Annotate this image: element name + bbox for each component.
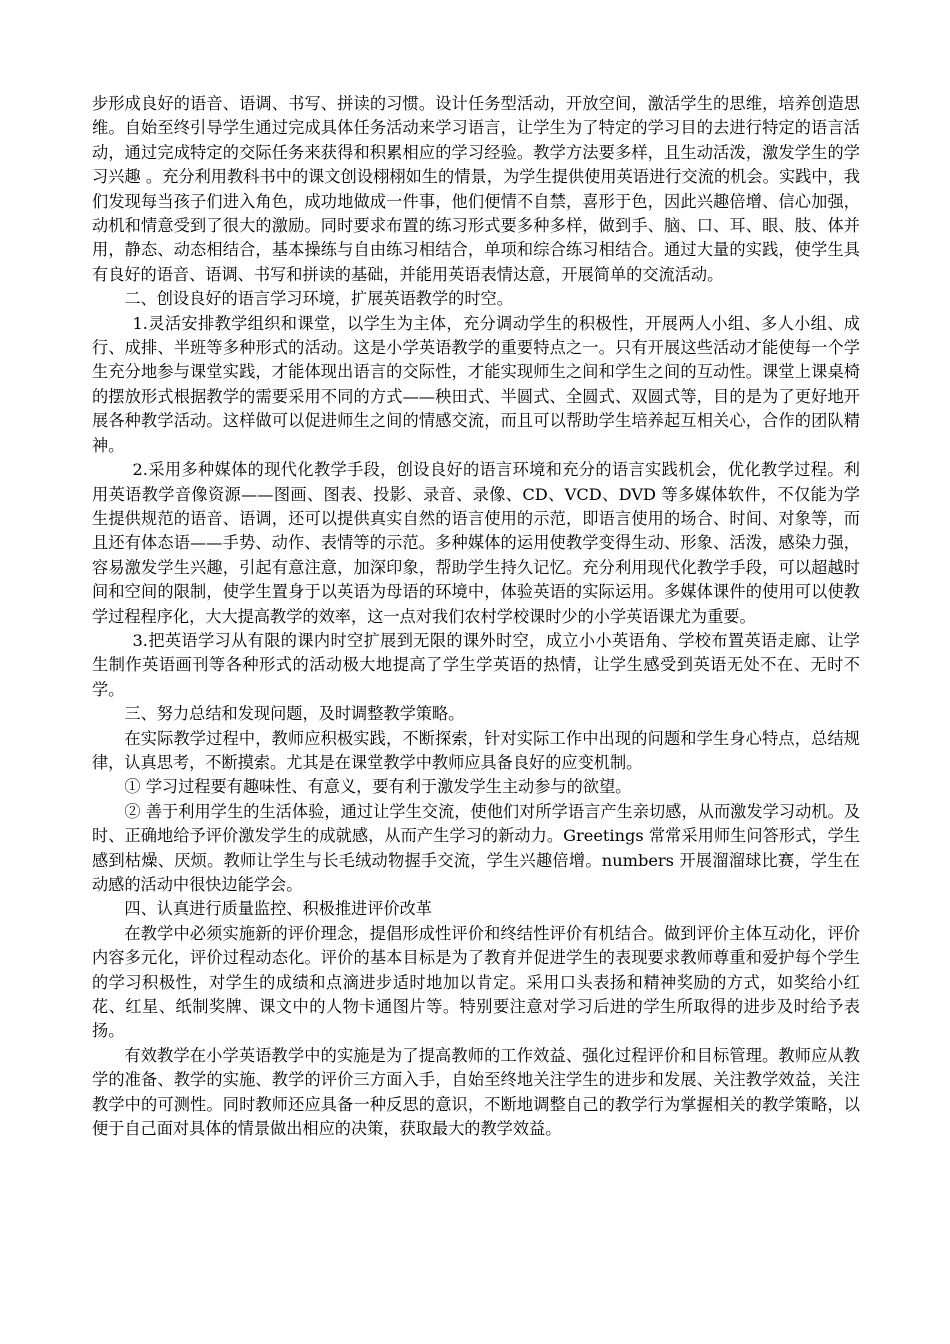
paragraph-conclusion: 有效教学在小学英语教学中的实施是为了提高教师的工作效益、强化过程评价和目标管理。教师应从教学的准备、教学的实施、教学的评价三方面入手，自始至终地关注学生的进步和发展、关注教学效益，关注教学中的可测性。同时教师还应具备一种反思的意识，不断地调整自己的教学行为掌握相关的教学策略，以便于自己面对具体的情景做出相应的决策，获取最大的教学效益。 [92,1045,860,1139]
paragraph-evaluation: 在教学中必须实施新的评价理念，提倡形成性评价和终结性评价有机结合。做到评价主体互动化，评价内容多元化，评价过程动态化。评价的基本目标是为了教育并促进学生的表现要求教师尊重和爱护每个学生的学习积极性，对学生的成绩和点滴进步适时地加以肯定。采用口头表扬和精神奖励的方式，如奖给小红花、红星、纸制奖牌、课文中的人物卡通图片等。特别要注意对学习后进的学生所取得的进步及时给予表扬。 [92,923,860,1041]
document-page [92,92,860,1141]
paragraph-item-3: 3.把英语学习从有限的课内时空扩展到无限的课外时空，成立小小英语角、学校布置英语走廊、让学生制作英语画刊等各种形式的活动极大地提高了学生学英语的热情，让学生感受到英语无处不在、无时不学。 [92,630,860,699]
section-heading-3: 三、努力总结和发现问题，及时调整教学策略。 [124,704,465,724]
paragraph-item-1: 1.灵活安排教学组织和课堂，以学生为主体，充分调动学生的积极性，开展两人小组、多人小组、成行、成排、半班等多种形式的活动。这是小学英语教学的重要特点之一。只有开展这些活动才能使每一个学生充分地参与课堂实践，才能体现出语言的交际性，才能实现师生之间和学生之间的互动性。课堂上课桌椅的摆放形式根据教学的需要采用不同的方式——秧田式、半圆式、全圆式、双圆式等，目的是为了更好地开展各种教学活动。这样做可以促进师生之间的情感交流，而且可以帮助学生培养起互相关心，合作的团队精神。 [92,313,860,455]
section-heading-4: 四、认真进行质量监控、积极推进评价改革 [124,899,432,919]
section-heading-2: 二、创设良好的语言学习环境，扩展英语教学的时空。 [124,289,513,309]
paragraph-point-1: ① 学习过程要有趣味性、有意义，要有利于激发学生主动参与的欲望。 [124,777,632,797]
paragraph-practice: 在实际教学过程中，教师应积极实践，不断探索，针对实际工作中出现的问题和学生身心特点，总结规律，认真思考，不断摸索。尤其是在课堂教学中教师应具备良好的应变机制。 [92,728,860,772]
paragraph-point-2: ② 善于利用学生的生活体验，通过让学生交流，使他们对所学语言产生亲切感，从而激发学习动机。及时、正确地给予评价激发学生的成就感，从而产生学习的新动力。Greetings 常常采用师生问答形式，学生感到枯燥、厌烦。教师让学生与长毛绒动物握手交流，学生兴趣倍增。numbers 开展溜溜球比赛，学生在动感的活动中很快边能学会。 [92,801,860,894]
paragraph-item-2: 2.采用多种媒体的现代化教学手段，创设良好的语言环境和充分的语言实践机会，优化教学过程。利用英语教学音像资源——图画、图表、投影、录音、录像、CD、VCD、DVD 等多媒体软件，不仅能为学生提供规范的语音、语调，还可以提供真实自然的语言使用的示范，即语言使用的场合、时间、对象等，而且还有体态语——手势、动作、表情等的示范。多种媒体的运用使教学变得生动、形象、活泼，感染力强，容易激发学生兴趣，引起有意注意，加深印象，帮助学生持久记忆。充分利用现代化教学手段，可以超越时间和空间的限制，使学生置身于以英语为母语的环境中，体验英语的实际运用。多媒体课件的使用可以使教学过程程序化，大大提高教学的效率，这一点对我们农村学校课时少的小学英语课尤为重要。 [92,460,860,626]
paragraph-continuation: 步形成良好的语音、语调、书写、拼读的习惯。设计任务型活动，开放空间，激活学生的思维，培养创造思维。自始至终引导学生通过完成具体任务活动来学习语言，让学生为了特定的学习目的去进行特定的语言活动，通过完成特定的交际任务来获得和积累相应的学习经验。教学方法要多样，且生动活泼，激发学生的学习兴趣 。充分利用教科书中的课文创设栩栩如生的情景，为学生提供使用英语进行交流的机会。实践中，我们发现每当孩子们进入角色，成功地做成一件事，他们便情不自禁，喜形于色，因此兴趣倍增、信心加强，动机和情意受到了很大的激励。同时要求布置的练习形式要多种多样，做到手、脑、口、耳、眼、肢、体并用，静态、动态相结合，基本操练与自由练习相结合，单项和综合练习相结合。通过大量的实践，使学生具有良好的语音、语调、书写和拼读的基础，并能用英语表情达意，开展简单的交流活动。 [92,94,860,284]
